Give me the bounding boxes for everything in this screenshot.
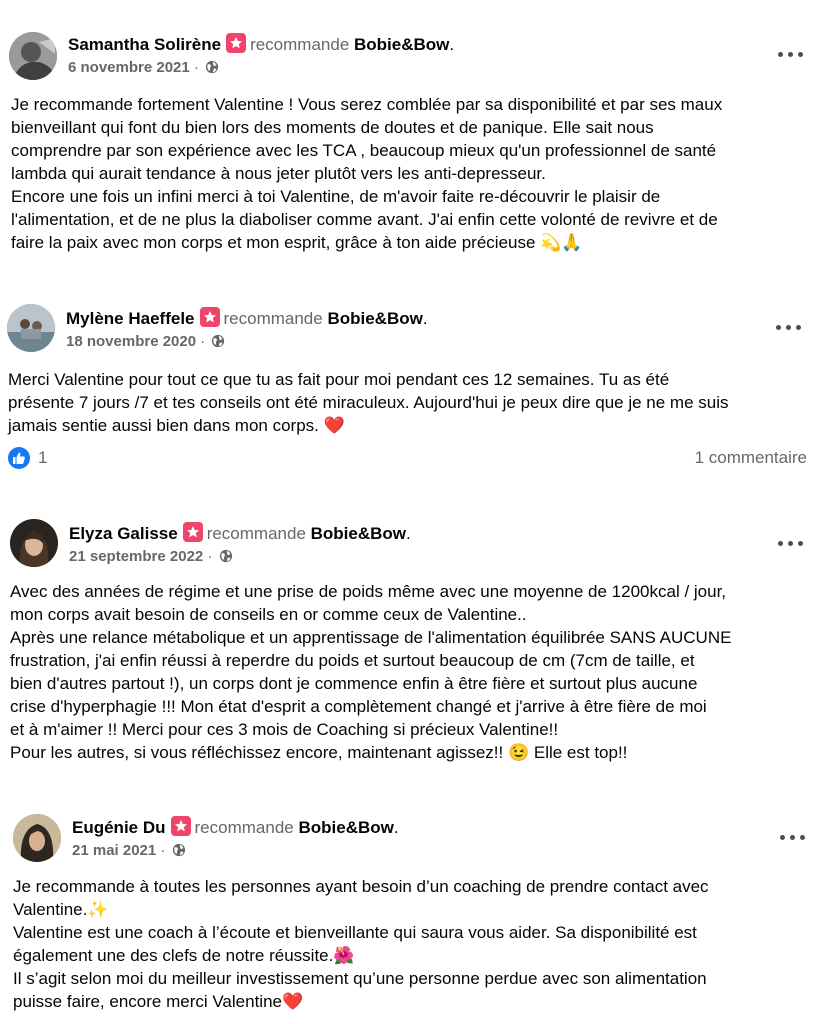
globe-icon (205, 60, 219, 74)
star-badge-icon (226, 33, 246, 53)
star-badge-icon (200, 307, 220, 327)
like-count[interactable]: 1 (38, 448, 48, 467)
star-badge-icon (183, 522, 203, 542)
review-header: Samantha Solirène recommande Bobie&Bow. (68, 35, 455, 54)
review-text: Je recommande fortement Valentine ! Vous serez comblée par sa disponibilité et par ses maux bienveillant qui font du bien lors des moments de doutes et de panique. Elle sait nous comprendre par son expérience avec les TCA , beaucoup mieux qu'un professionnel de santé lambda qui aurait tendance à nous jeter plutôt vers les anti-depresseur. Encore une fois un infini merci à toi Valentine, de m'avoir faite re-découvrir le plaisir de l'alimentation, et de ne plus la diaboliser comme avant. J'ai enfin cette volonté de revivre et de faire la paix avec mon corps et mon esprit, grâce à ton aide précieuse 💫🙏 (11, 95, 723, 252)
review-text: Avec des années de régime et une prise de poids même avec une moyenne de 1200kcal / jour, mon corps avait besoin de conseils en or comme ceux de Valentine.. Après une relance métabolique et un apprentissage de l'alimentation équilibrée SANS AUCUNE frustration, j'ai enfin réussi à reperdre du poids et surtout beaucoup de cm (7cm de taille, et bien d'autres partout !), un corps dont je commence enfin à être fière et surtout plus aucune crise d'hyperphagie !!! Mon état d'esprit a complètement changé et j'arrive à être fière de moi et à m'aimer !! Merci pour ces 3 mois de Coaching si précieux Valentine!! Pour les autres, si vous réfléchissez encore, maintenant agissez!! 😉 Elle est top!! (10, 582, 732, 762)
more-options-icon[interactable] (776, 322, 802, 332)
post-date[interactable]: 21 septembre 2022 (69, 548, 204, 565)
meta-separator: · (193, 59, 199, 76)
recommends-label: recommande (223, 309, 323, 328)
post-meta (68, 58, 219, 78)
recommends-label: recommande (194, 818, 294, 837)
post-meta (66, 332, 225, 352)
review-text: Je recommande à toutes les personnes ayant besoin d’un coaching de prendre contact avec Valentine.✨ Valentine est une coach à l’écoute et bienveillante qui saura vous aider. Sa disponibilité est également une des clefs de notre réussite.🌺 Il s’agit selon moi du meilleur investissement qu’une personne perdue avec son alimentation puisse faire, encore merci Valentine❤️ (13, 877, 709, 1011)
author-name[interactable]: Eugénie Du (72, 818, 166, 837)
avatar[interactable] (7, 304, 55, 352)
review-card (0, 485, 819, 790)
post-date[interactable]: 21 mai 2021 (72, 842, 157, 859)
star-badge-icon (171, 816, 191, 836)
review-header: Elyza Galisse recommande Bobie&Bow. (69, 524, 411, 543)
meta-separator: · (160, 842, 166, 859)
globe-icon (172, 843, 186, 857)
more-options-icon[interactable] (778, 49, 804, 59)
thumbs-up-icon[interactable] (8, 447, 30, 469)
post-meta (72, 841, 186, 861)
post-meta (69, 547, 233, 567)
page-name-link[interactable]: Bobie&Bow (327, 309, 423, 328)
page-name-link[interactable]: Bobie&Bow (298, 818, 394, 837)
author-name[interactable]: Samantha Solirène (68, 35, 222, 54)
review-header: Mylène Haeffele recommande Bobie&Bow. (66, 309, 428, 328)
post-date[interactable]: 6 novembre 2021 (68, 59, 190, 76)
globe-icon (211, 334, 225, 348)
more-options-icon[interactable] (778, 538, 804, 548)
review-header: Eugénie Du recommande Bobie&Bow. (72, 818, 399, 837)
reactions-bar (0, 445, 819, 471)
meta-separator: · (200, 333, 206, 350)
author-name[interactable]: Elyza Galisse (69, 524, 178, 543)
recommends-label: recommande (206, 524, 306, 543)
more-options-icon[interactable] (780, 832, 806, 842)
avatar[interactable] (9, 32, 57, 80)
post-date[interactable]: 18 novembre 2020 (66, 333, 197, 350)
meta-separator: · (207, 548, 213, 565)
review-text: Merci Valentine pour tout ce que tu as fait pour moi pendant ces 12 semaines. Tu as été présente 7 jours /7 et tes conseils ont été miraculeux. Aujourd'hui je peux dire que je ne me suis jamais sentie aussi bien dans mon corps. ❤️ (8, 370, 729, 435)
review-card (0, 790, 819, 1024)
avatar[interactable] (10, 519, 58, 567)
review-card (0, 270, 819, 485)
avatar[interactable] (13, 814, 61, 862)
comment-count-link[interactable]: 1 commentaire (694, 448, 807, 467)
globe-icon (219, 549, 233, 563)
page-name-link[interactable]: Bobie&Bow (354, 35, 450, 54)
review-card (0, 0, 819, 270)
author-name[interactable]: Mylène Haeffele (66, 309, 195, 328)
recommends-label: recommande (250, 35, 350, 54)
page-name-link[interactable]: Bobie&Bow (310, 524, 407, 543)
